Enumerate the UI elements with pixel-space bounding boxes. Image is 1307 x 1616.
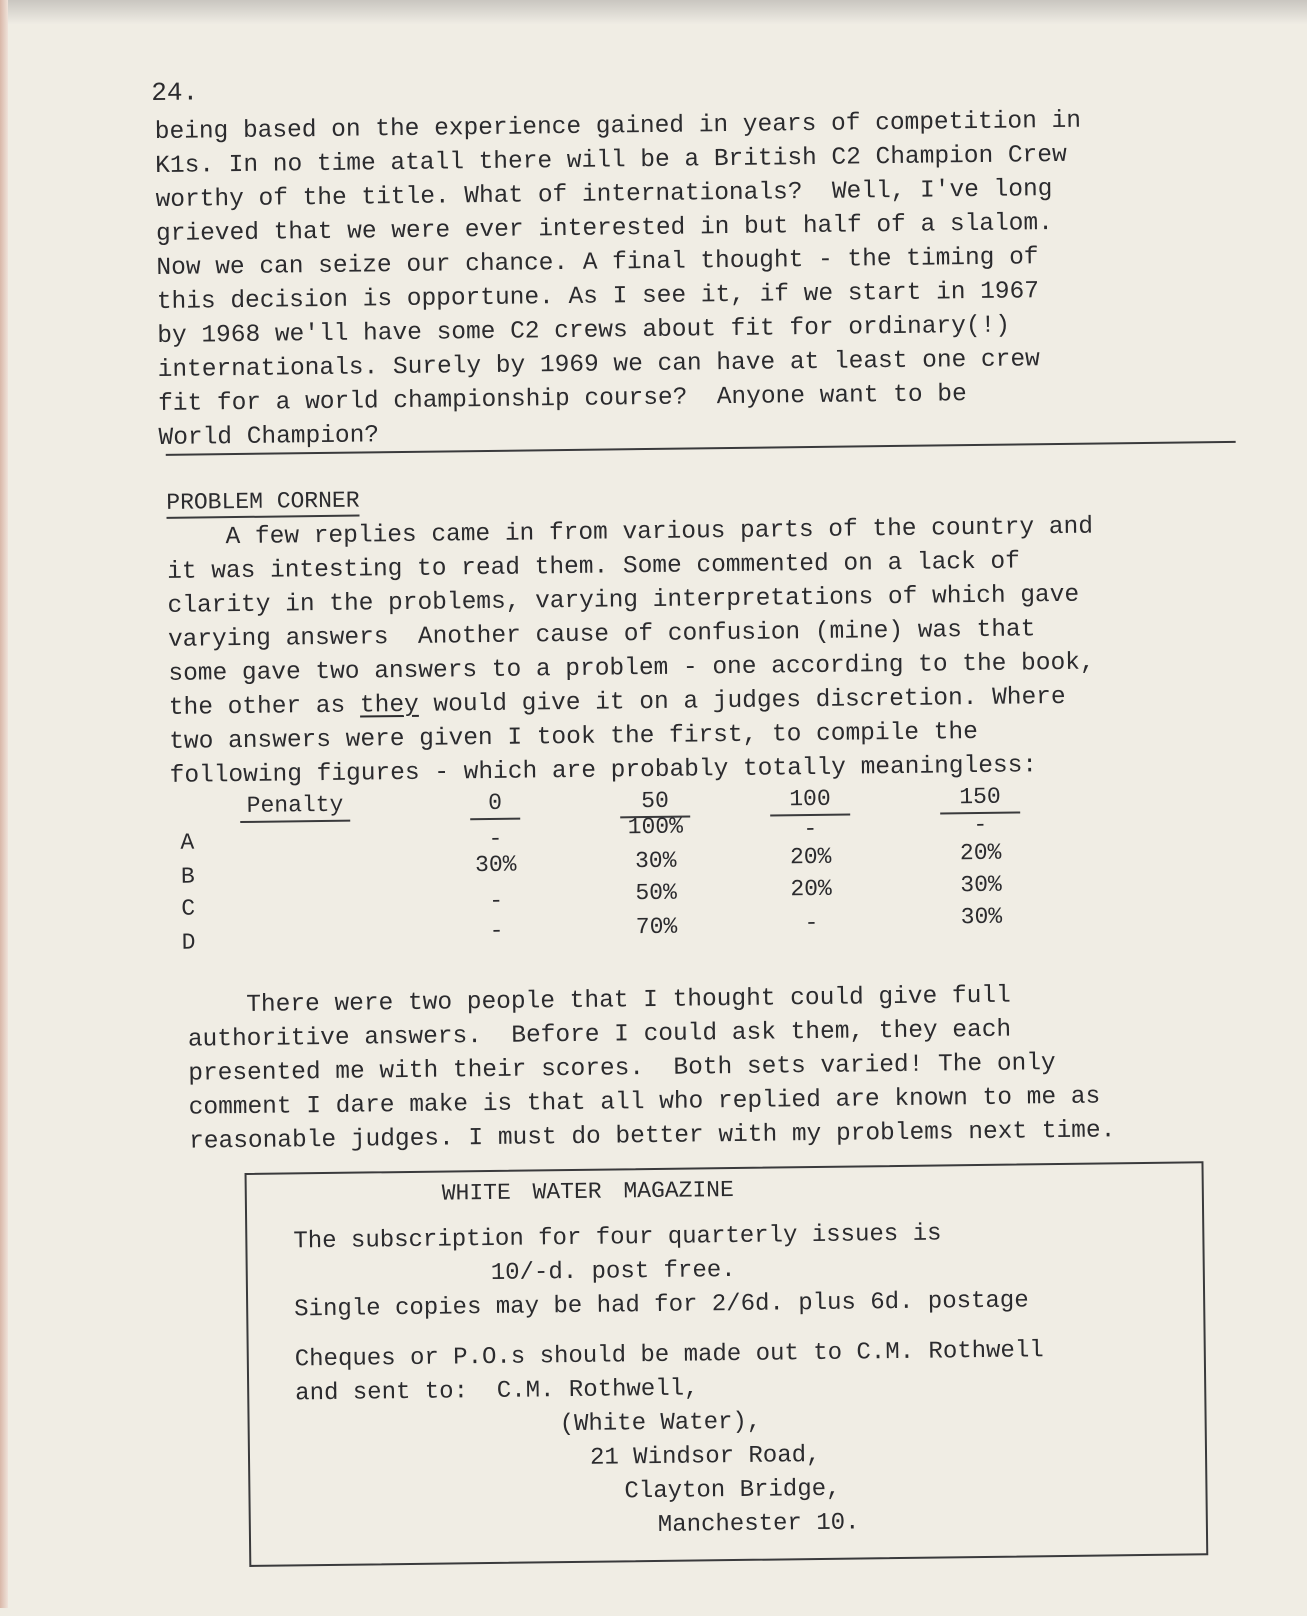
column-header: 50 [620, 788, 690, 819]
table-cell: - [488, 825, 503, 852]
text-line: internationals. Surely by 1969 we can have at least one crew [157, 346, 1040, 384]
text-line: presented me with their scores. Both sets varied! The only [188, 1050, 1056, 1088]
text-run: would give it on a judges discretion. Where [418, 683, 1066, 719]
text-line: varying answers Another cause of confusion (mine) was that [167, 616, 1036, 654]
text-line: following figures - which are probably totally meaningless: [169, 752, 1038, 790]
text-line: by 1968 we'll have some C2 crews about fit for ordinary(!) [157, 312, 1011, 350]
table-cell: 20% [789, 843, 832, 871]
table-cell: - [489, 887, 504, 914]
box-title: WHITE WATER MAGAZINE [441, 1177, 734, 1207]
table-cell: 100% [627, 813, 684, 841]
section-heading: PROBLEM CORNER [166, 488, 360, 519]
text-line: this decision is opportune. As I see it, if we start in 1967 [156, 278, 1040, 316]
column-header: 0 [470, 790, 520, 821]
paragraph-judges [187, 978, 1115, 1159]
paragraph-problem-corner [167, 511, 1097, 794]
box-line: Cheques or P.O.s should be made out to C.M. Rothwell [294, 1337, 1044, 1374]
text-line: worthy of the title. What of internationals? Well, I've long [155, 176, 1053, 214]
text-line: it was intesting to read them. Some commented on a lack of [167, 548, 1021, 586]
underlined-word: they [359, 691, 419, 720]
text-line: grieved that we were ever interested in but half of a slalom. [155, 210, 1054, 248]
text-line: comment I dare make is that all who replied are known to me as [188, 1083, 1101, 1122]
page-number: 24. [151, 77, 199, 109]
table-cell: 30% [634, 847, 677, 875]
text-line: There were two people that I thought could give full [187, 982, 1011, 1020]
table-cell: 50% [635, 879, 677, 907]
table-cell: 30% [960, 903, 1003, 931]
address-line: Manchester 10. [657, 1509, 860, 1539]
row-label: C [181, 895, 196, 922]
text-line: K1s. In no time atall there will be a British C2 Champion Crew [155, 141, 1067, 180]
address-line: Clayton Bridge, [624, 1475, 841, 1506]
table-cell: 70% [635, 913, 678, 941]
table-cell: - [804, 909, 819, 937]
text-line: A few replies came in from various parts of the country and [166, 513, 1094, 552]
penalty-table [180, 783, 1082, 974]
box-line: 10/-d. post free. [490, 1256, 736, 1287]
table-cell: 30% [474, 851, 517, 879]
text-line: some gave two answers to a problem - one according to the book, [168, 649, 1095, 688]
box-line: The subscription for four quarterly issues is [293, 1220, 942, 1256]
table-cell: 20% [959, 839, 1002, 867]
box-line: Single copies may be had for 2/6d. plus 6d. postage [294, 1287, 1029, 1324]
box-line: and sent to: C.M. Rothwell, [295, 1375, 699, 1408]
paragraph-c2-crews [155, 105, 1085, 456]
row-label: A [180, 829, 195, 856]
text-line: two answers were given I took the first, to compile the [169, 718, 979, 756]
table-cell: - [803, 815, 818, 843]
column-header: 150 [940, 783, 1020, 814]
text-run: the other as [168, 692, 361, 722]
address-line: (White Water), [559, 1408, 762, 1439]
subscription-box [245, 1161, 1209, 1567]
text-line: World Champion? [158, 422, 380, 452]
row-label: D [181, 929, 196, 956]
text-line: reasonable judges. I must do better with my problems next time. [188, 1117, 1116, 1156]
text-line: Now we can seize our chance. A final thought - the timing of [156, 244, 1039, 282]
table-cell: 20% [790, 875, 832, 903]
row-label: B [180, 863, 195, 890]
text-line: fit for a world championship course? Anyone want to be [157, 381, 967, 418]
penalty-label: Penalty [240, 792, 350, 823]
column-header: 100 [770, 786, 850, 817]
table-cell: - [489, 917, 504, 944]
text-line: clarity in the problems, varying interpretations of which gave [167, 581, 1080, 620]
text-line: authoritive answers. Before I could ask them, they each [187, 1016, 1012, 1054]
table-cell: - [973, 811, 988, 839]
text-line: being based on the experience gained in years of competition in [154, 107, 1082, 146]
address-line: 21 Windsor Road, [589, 1441, 821, 1472]
table-cell: 30% [960, 871, 1002, 899]
